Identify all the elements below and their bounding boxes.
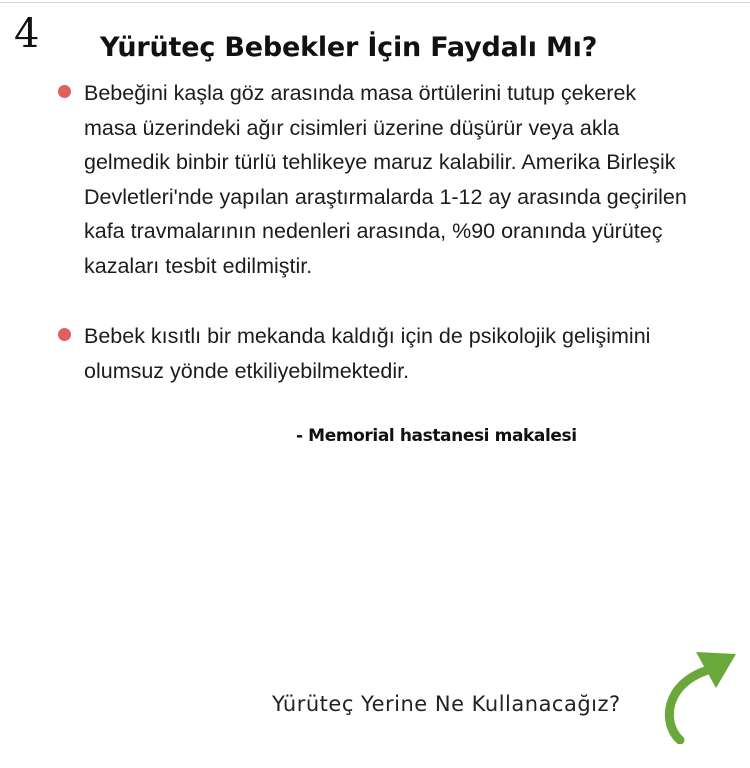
- bullet-text: Bebeğini kaşla göz arasında masa örtülerini tutup çekerek masa üzerindeki ağır cisimleri üzerine düşürür veya akla gelmedik binbir türlü tehlikeye maruz kalabilir. Amerika Birleşik Devletleri'nde yapılan araştırmalarda 1-12 ay arasında geçirilen kafa travmalarının nedenleri arasında, %90 oranında yürüteç kazaları tesbit edilmiştir.: [84, 81, 687, 278]
- page-title: Yürüteç Bebekler İçin Faydalı Mı?: [100, 32, 598, 63]
- next-page-link[interactable]: Yürüteç Yerine Ne Kullanacağız?: [272, 692, 621, 716]
- top-divider: [0, 2, 750, 3]
- list-item: [58, 319, 688, 388]
- page-number: 4: [14, 11, 40, 57]
- curved-arrow-icon[interactable]: [660, 644, 740, 744]
- citation: - Memorial hastanesi makalesi: [296, 426, 577, 446]
- list-item: [58, 76, 688, 283]
- bullet-text: Bebek kısıtlı bir mekanda kaldığı için de psikolojik gelişimini olumsuz yönde etkiliyebilmektedir.: [84, 324, 651, 383]
- bullet-dot-icon: [58, 328, 71, 341]
- bullet-dot-icon: [58, 85, 71, 98]
- bullet-list: [58, 76, 688, 388]
